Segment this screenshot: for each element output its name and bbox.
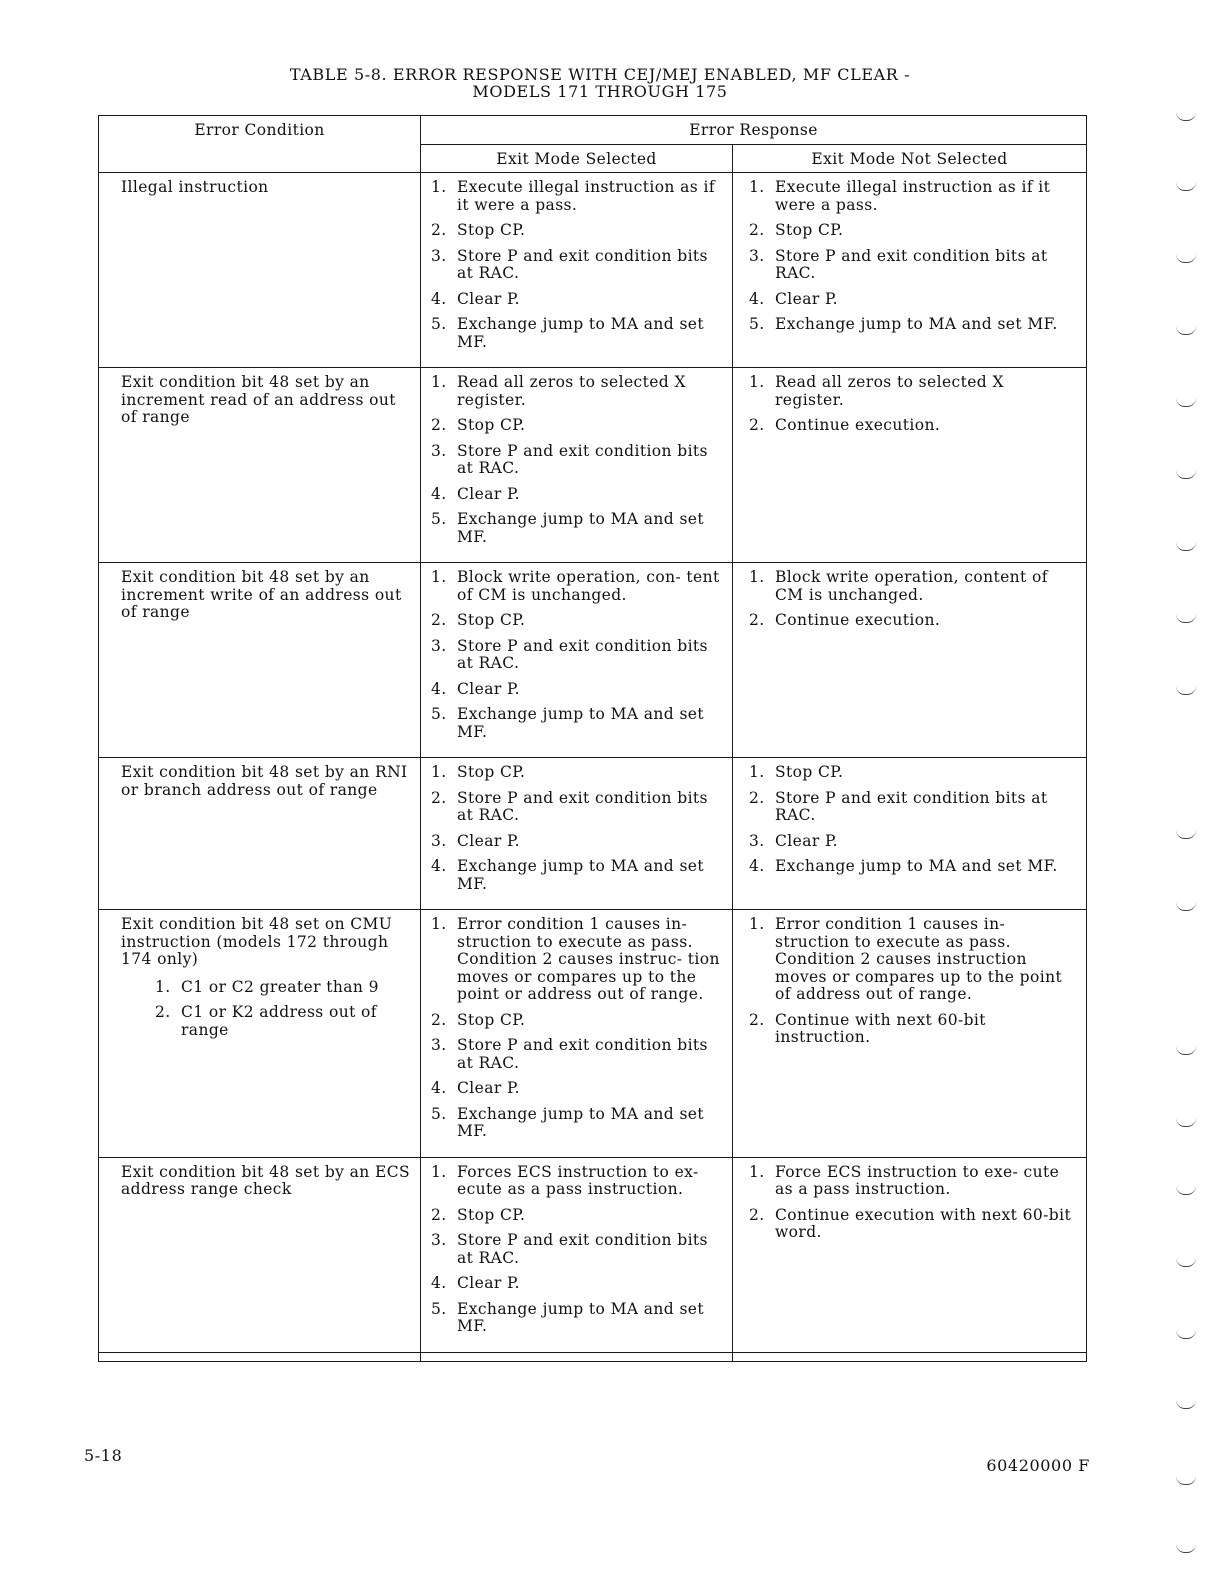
step-number: 3.: [431, 636, 447, 655]
step-number: 5.: [431, 1299, 447, 1318]
binder-mark: [1176, 902, 1196, 911]
error-condition-text: Illegal instruction: [121, 178, 269, 196]
step-text: Continue execution with next 60-bit word.: [775, 1205, 1072, 1241]
step-item: [749, 790, 1078, 825]
error-condition-cell: [99, 758, 421, 910]
step-text: Store P and exit condition bits at RAC.: [457, 636, 708, 672]
step-item: [431, 569, 724, 604]
step-list: [431, 569, 724, 741]
step-number: 1.: [749, 1162, 765, 1181]
step-item: [749, 764, 1078, 782]
step-list: [749, 179, 1078, 334]
step-item: [749, 858, 1078, 876]
subcondition-text: C1 or K2 address out of range: [181, 1003, 377, 1039]
step-item: [431, 1275, 724, 1293]
table-title: [160, 66, 1040, 100]
step-list: [431, 916, 724, 1141]
step-number: 4.: [749, 289, 765, 308]
error-condition-cell: [99, 173, 421, 368]
step-number: 2.: [749, 611, 765, 629]
step-item: [431, 1080, 724, 1098]
step-text: Clear P.: [457, 1079, 520, 1097]
step-item: [431, 248, 724, 283]
binder-mark: [1176, 614, 1196, 623]
step-number: 2.: [749, 1205, 765, 1224]
step-number: 5.: [431, 315, 447, 333]
step-text: Stop CP.: [457, 416, 526, 434]
step-number: 1.: [749, 373, 765, 391]
step-text: Block write operation, content of CM is unchanged.: [775, 568, 1048, 604]
step-list: [431, 764, 724, 893]
error-condition-cell: [99, 563, 421, 758]
step-number: 2.: [749, 416, 765, 434]
step-item: [431, 833, 724, 851]
binder-mark: [1176, 830, 1196, 839]
binder-mark: [1176, 470, 1196, 479]
subcondition-text: C1 or C2 greater than 9: [181, 977, 379, 996]
step-item: [431, 179, 724, 214]
step-item: [431, 916, 724, 1004]
step-item: [749, 316, 1078, 334]
step-number: 2.: [431, 611, 447, 629]
error-condition-cell: [99, 910, 421, 1158]
binder-mark: [1176, 182, 1196, 191]
step-list: [431, 179, 724, 351]
table-row: [99, 910, 1087, 1158]
binder-mark: [1176, 398, 1196, 407]
step-number: 2.: [749, 221, 765, 239]
step-item: [431, 1207, 724, 1225]
table-tail-cell: [733, 1352, 1087, 1361]
error-condition-cell: [99, 1157, 421, 1352]
step-number: 5.: [431, 1104, 447, 1123]
step-item: [749, 179, 1078, 214]
binder-mark: [1176, 1544, 1196, 1553]
table-title-line1: TABLE 5-8. ERROR RESPONSE WITH CEJ/MEJ ENABLED, MF CLEAR -: [289, 65, 911, 84]
step-number: 1.: [431, 178, 447, 196]
step-item: [749, 374, 1078, 409]
table-tail-cell: [421, 1352, 733, 1361]
exit-mode-selected-cell: [421, 563, 733, 758]
step-number: 1.: [431, 763, 447, 781]
step-text: Store P and exit condition bits at RAC.: [775, 246, 1048, 282]
step-number: 4.: [431, 1274, 447, 1292]
step-item: [431, 858, 724, 893]
subcondition-number: 2.: [155, 1003, 171, 1021]
step-item: [431, 222, 724, 240]
step-item: [431, 638, 724, 673]
step-text: Exchange jump to MA and set MF.: [457, 315, 705, 351]
step-number: 1.: [431, 1162, 447, 1181]
step-number: 2.: [431, 221, 447, 239]
page-number: 5-18: [84, 1446, 123, 1465]
step-text: Store P and exit condition bits at RAC.: [457, 441, 708, 477]
step-text: Store P and exit condition bits at RAC.: [457, 788, 708, 824]
step-number: 5.: [431, 705, 447, 723]
step-text: Store P and exit condition bits at RAC.: [457, 1036, 708, 1072]
exit-mode-not-selected-cell: [733, 1157, 1087, 1352]
step-text: Clear P.: [457, 289, 520, 308]
step-text: Continue execution.: [775, 611, 941, 629]
exit-mode-selected-cell: [421, 910, 733, 1158]
step-number: 2.: [431, 1010, 447, 1029]
step-number: 1.: [431, 373, 447, 391]
step-text: Clear P.: [457, 484, 520, 503]
step-number: 2.: [431, 1205, 447, 1224]
step-text: Clear P.: [457, 679, 520, 698]
subcondition-number: 1.: [155, 977, 171, 996]
step-text: Exchange jump to MA and set MF.: [457, 1299, 705, 1335]
binder-mark: [1176, 1400, 1196, 1409]
exit-mode-selected-cell: [421, 368, 733, 563]
exit-mode-not-selected-cell: [733, 758, 1087, 910]
step-number: 4.: [431, 679, 447, 698]
binder-mark: [1176, 112, 1196, 121]
step-list: [431, 374, 724, 546]
binder-mark: [1176, 1330, 1196, 1339]
error-condition-text: Exit condition bit 48 set by an RNI or branch address out of range: [121, 763, 408, 799]
exit-mode-selected-cell: [421, 758, 733, 910]
step-item: [749, 417, 1078, 435]
step-number: 1.: [749, 763, 765, 781]
step-text: Error condition 1 causes in- struction to execute as pass. Condition 2 causes instruction moves or compares up to the point of address out of range.: [775, 915, 1063, 1003]
step-number: 4.: [431, 484, 447, 503]
table-row: [99, 563, 1087, 758]
error-condition-text: Exit condition bit 48 set on CMU instruction (models 172 through 174 only): [121, 915, 393, 968]
table-row: [99, 173, 1087, 368]
step-item: [431, 790, 724, 825]
table-row: [99, 1157, 1087, 1352]
step-item: [431, 1164, 724, 1199]
step-number: 3.: [431, 1036, 447, 1054]
step-number: 3.: [431, 441, 447, 460]
exit-mode-not-selected-cell: [733, 910, 1087, 1158]
table-tail-row: [99, 1352, 1087, 1361]
error-response-table: [98, 115, 1087, 1362]
step-text: Store P and exit condition bits at RAC.: [457, 1231, 708, 1267]
step-number: 4.: [749, 857, 765, 875]
step-item: [431, 764, 724, 782]
binder-mark: [1176, 1476, 1196, 1485]
step-text: Clear P.: [457, 831, 520, 850]
step-item: [431, 1301, 724, 1336]
step-text: Stop CP.: [775, 221, 844, 239]
step-text: Exchange jump to MA and set MF.: [775, 857, 1058, 875]
step-item: [431, 612, 724, 630]
step-item: [431, 291, 724, 309]
step-text: Exchange jump to MA and set MF.: [457, 857, 705, 893]
binder-mark: [1176, 326, 1196, 335]
step-text: Read all zeros to selected X register.: [457, 373, 686, 409]
step-text: Clear P.: [775, 831, 838, 850]
binder-mark: [1176, 1186, 1196, 1195]
step-item: [431, 316, 724, 351]
step-text: Stop CP.: [775, 763, 844, 781]
table-tail-cell: [99, 1352, 421, 1361]
step-item: [749, 1164, 1078, 1199]
step-number: 3.: [431, 831, 447, 850]
exit-mode-not-selected-cell: [733, 173, 1087, 368]
subcondition-list: [155, 979, 412, 1040]
step-number: 1.: [749, 178, 765, 196]
binder-mark: [1176, 686, 1196, 695]
step-text: Stop CP.: [457, 221, 526, 239]
step-item: [431, 1232, 724, 1267]
step-text: Continue execution.: [775, 416, 941, 434]
step-text: Stop CP.: [457, 1205, 526, 1224]
step-item: [431, 681, 724, 699]
step-number: 4.: [431, 857, 447, 875]
subcondition-item: [155, 979, 412, 997]
table-row: [99, 758, 1087, 910]
step-item: [749, 569, 1078, 604]
error-condition-text: Exit condition bit 48 set by an increment write of an address out of range: [121, 568, 402, 621]
step-item: [749, 222, 1078, 240]
step-text: Stop CP.: [457, 1010, 526, 1029]
step-item: [431, 486, 724, 504]
header-error-response: Error Response: [421, 116, 1087, 145]
step-text: Stop CP.: [457, 611, 526, 629]
step-item: [431, 1012, 724, 1030]
step-text: Clear P.: [775, 289, 838, 308]
step-number: 4.: [431, 1079, 447, 1097]
step-text: Continue with next 60-bit instruction.: [775, 1010, 986, 1046]
step-text: Execute illegal instruction as if it were a pass.: [457, 178, 715, 214]
step-text: Exchange jump to MA and set MF.: [775, 315, 1058, 333]
step-number: 2.: [749, 788, 765, 807]
step-list: [749, 1164, 1078, 1242]
step-number: 1.: [749, 915, 765, 933]
binder-mark: [1176, 1118, 1196, 1127]
error-condition-text: Exit condition bit 48 set by an increment read of an address out of range: [121, 373, 396, 426]
step-number: 3.: [431, 1231, 447, 1249]
step-text: Clear P.: [457, 1274, 520, 1292]
subcondition-item: [155, 1004, 412, 1039]
table-title-line2: MODELS 171 THROUGH 175: [472, 82, 728, 101]
step-number: 3.: [431, 246, 447, 265]
step-item: [749, 612, 1078, 630]
step-number: 2.: [749, 1010, 765, 1029]
step-number: 1.: [431, 568, 447, 586]
step-number: 1.: [749, 568, 765, 586]
step-text: Store P and exit condition bits at RAC.: [775, 788, 1048, 824]
step-list: [749, 569, 1078, 630]
step-text: Exchange jump to MA and set MF.: [457, 705, 705, 741]
step-text: Forces ECS instruction to ex- ecute as a pass instruction.: [457, 1162, 699, 1198]
step-item: [431, 417, 724, 435]
exit-mode-selected-cell: [421, 173, 733, 368]
step-text: Store P and exit condition bits at RAC.: [457, 246, 708, 282]
step-item: [431, 1106, 724, 1141]
step-item: [431, 374, 724, 409]
step-text: Error condition 1 causes in- struction to execute as pass. Condition 2 causes instruc- tion moves or compares up to the point or address out of range.: [457, 915, 720, 1003]
header-error-condition: Error Condition: [99, 116, 421, 173]
step-text: Exchange jump to MA and set MF.: [457, 510, 705, 546]
step-text: Read all zeros to selected X register.: [775, 373, 1004, 409]
step-list: [749, 374, 1078, 435]
step-number: 5.: [431, 510, 447, 528]
exit-mode-selected-cell: [421, 1157, 733, 1352]
step-item: [749, 916, 1078, 1004]
error-condition-cell: [99, 368, 421, 563]
step-number: 3.: [749, 831, 765, 850]
step-item: [431, 706, 724, 741]
step-number: 4.: [431, 289, 447, 308]
step-text: Stop CP.: [457, 763, 526, 781]
step-item: [431, 1037, 724, 1072]
header-exit-mode-not-selected: Exit Mode Not Selected: [733, 144, 1087, 173]
step-item: [431, 443, 724, 478]
step-number: 1.: [431, 915, 447, 933]
binder-mark: [1176, 1046, 1196, 1055]
step-item: [749, 1207, 1078, 1242]
binder-mark: [1176, 1258, 1196, 1267]
step-text: Execute illegal instruction as if it were a pass.: [775, 178, 1051, 214]
step-item: [749, 833, 1078, 851]
table-body: [99, 173, 1087, 1362]
step-number: 3.: [749, 246, 765, 265]
binder-mark: [1176, 254, 1196, 263]
binder-mark: [1176, 542, 1196, 551]
step-list: [749, 764, 1078, 876]
step-list: [749, 916, 1078, 1047]
step-text: Exchange jump to MA and set MF.: [457, 1104, 705, 1140]
step-item: [749, 1012, 1078, 1047]
step-number: 2.: [431, 788, 447, 807]
document-number: 60420000 F: [986, 1456, 1090, 1475]
step-text: Force ECS instruction to exe- cute as a pass instruction.: [775, 1162, 1060, 1198]
step-item: [431, 511, 724, 546]
step-text: Block write operation, con- tent of CM is unchanged.: [457, 568, 720, 604]
step-number: 5.: [749, 315, 765, 333]
step-list: [431, 1164, 724, 1336]
step-item: [749, 291, 1078, 309]
step-number: 2.: [431, 416, 447, 434]
step-item: [749, 248, 1078, 283]
exit-mode-not-selected-cell: [733, 368, 1087, 563]
exit-mode-not-selected-cell: [733, 563, 1087, 758]
error-condition-text: Exit condition bit 48 set by an ECS address range check: [121, 1162, 410, 1198]
table-row: [99, 368, 1087, 563]
header-exit-mode-selected: Exit Mode Selected: [421, 144, 733, 173]
